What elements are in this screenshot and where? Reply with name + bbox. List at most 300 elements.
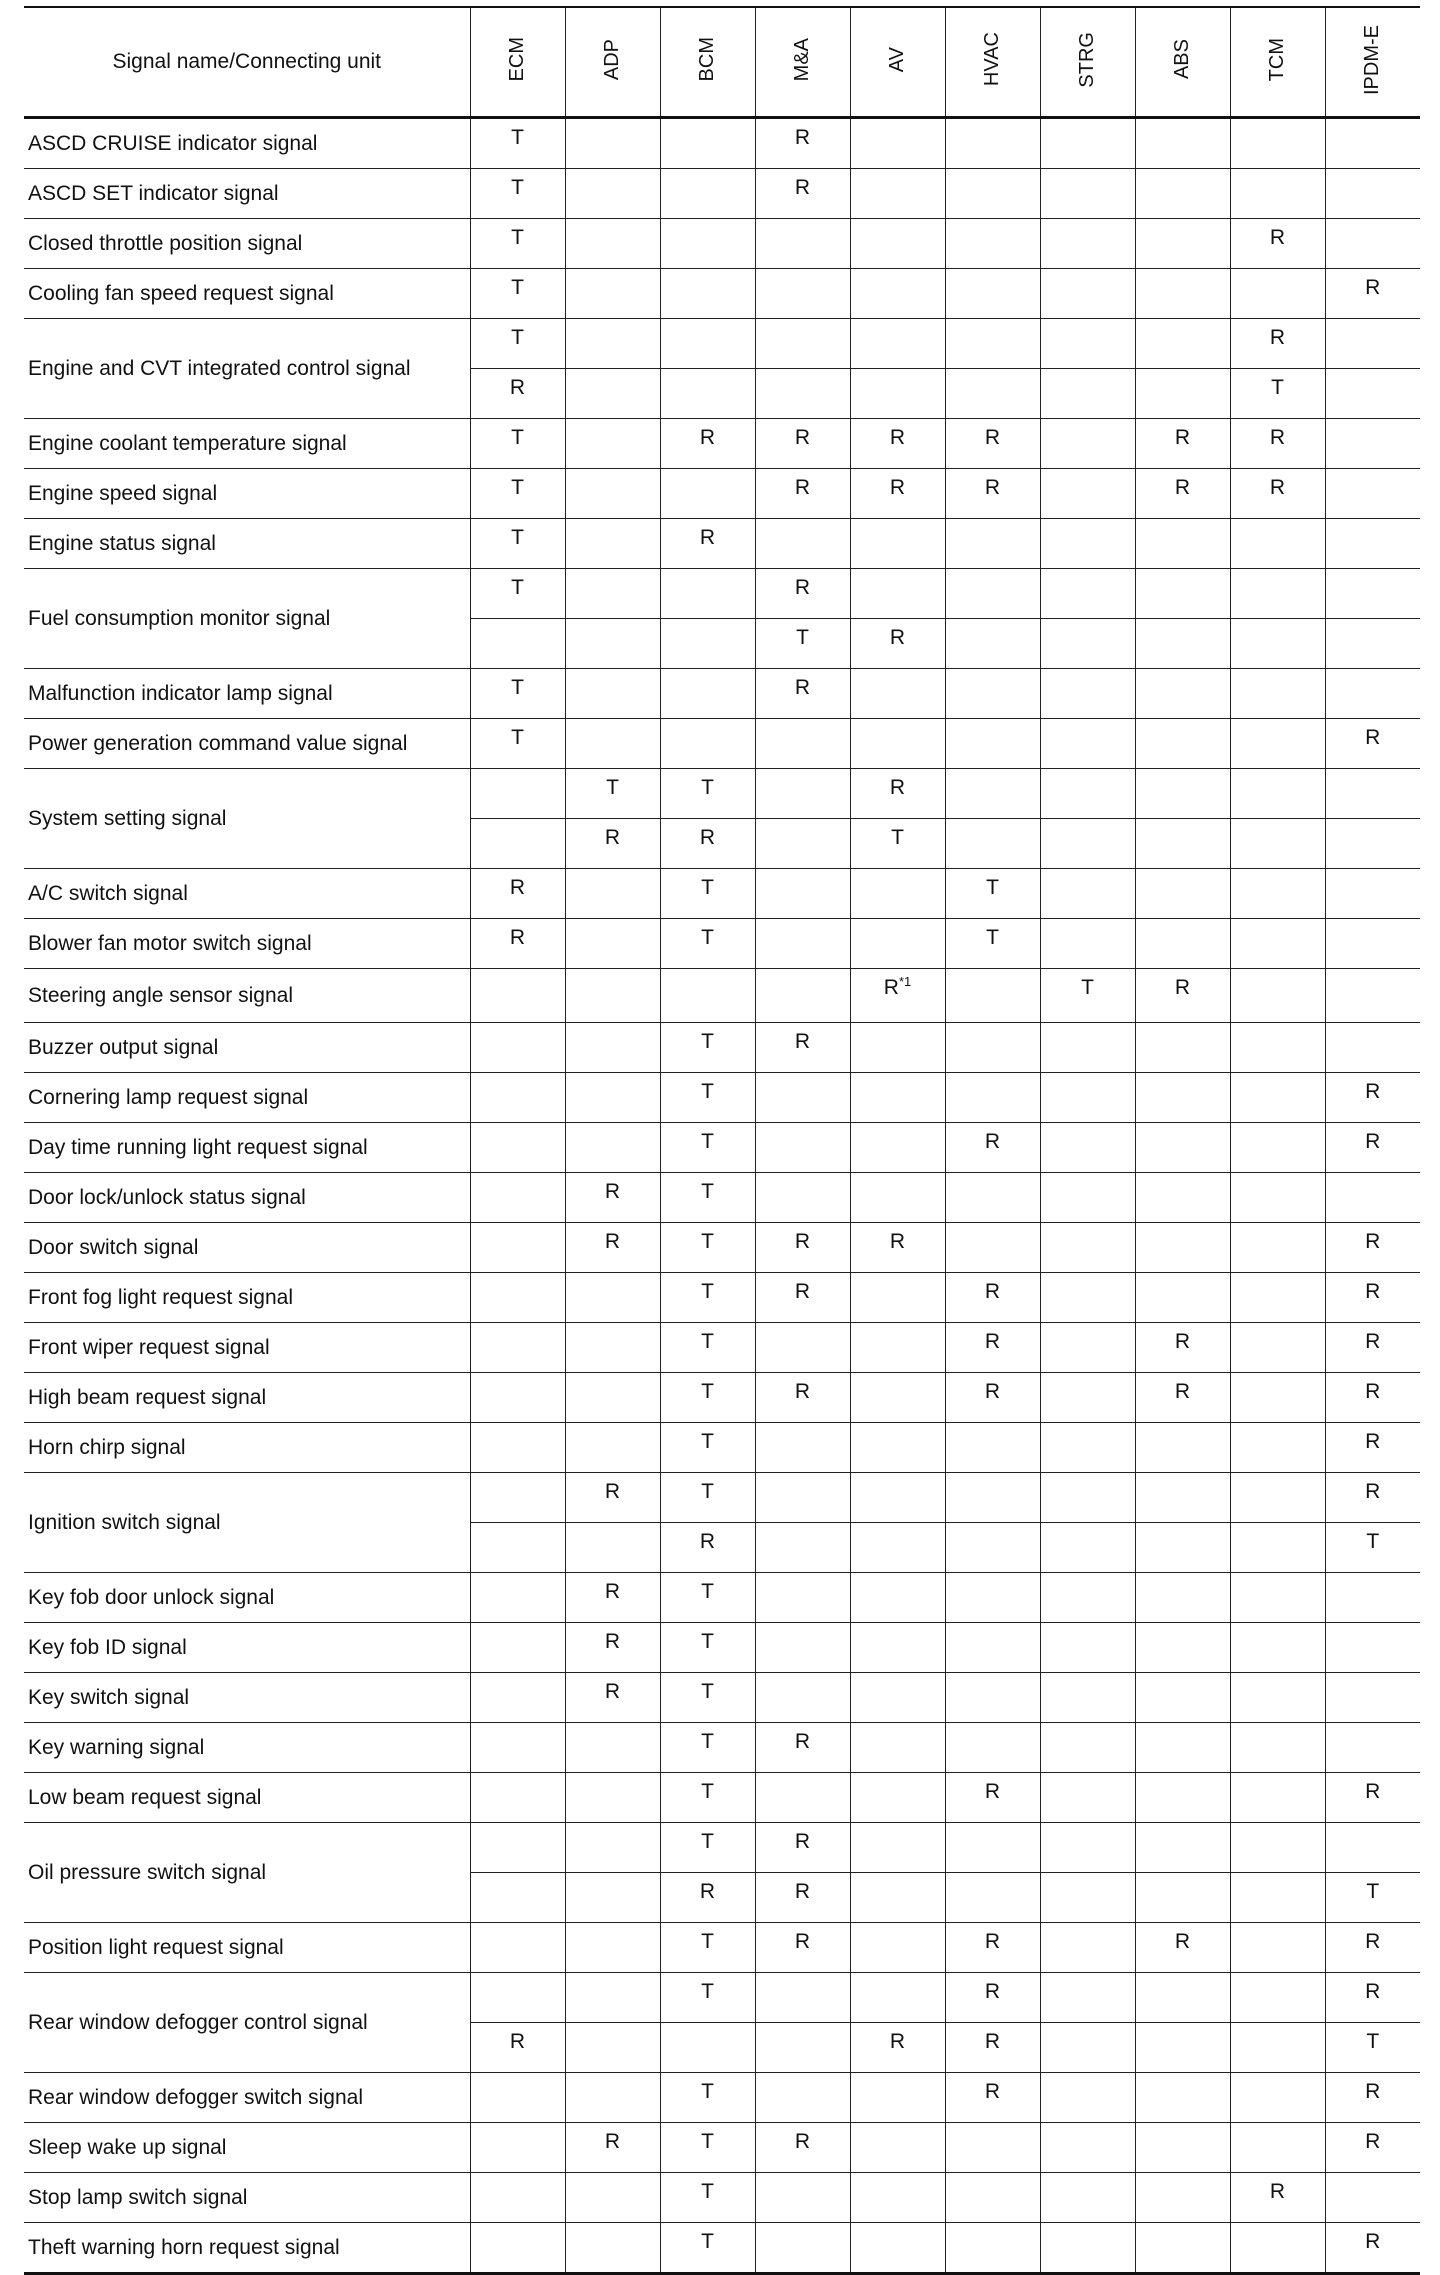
- signal-direction-cell: [1325, 1173, 1420, 1223]
- signal-direction-cell: [755, 1773, 850, 1823]
- signal-direction-cell: [1040, 419, 1135, 469]
- signal-direction-cell: T: [660, 1623, 755, 1673]
- signal-direction-cell: [1040, 319, 1135, 369]
- signal-direction-cell: [850, 369, 945, 419]
- signal-direction-cell: [1040, 169, 1135, 219]
- signal-direction-cell: [850, 1023, 945, 1073]
- signal-direction-cell: R: [755, 419, 850, 469]
- signal-name-cell: Low beam request signal: [24, 1773, 470, 1823]
- signal-direction-cell: [1230, 269, 1325, 319]
- unit-label: ABS: [1171, 39, 1193, 80]
- signal-direction-cell: [1040, 1273, 1135, 1323]
- signal-direction-cell: [1230, 2123, 1325, 2173]
- signal-name-cell: ASCD CRUISE indicator signal: [24, 118, 470, 169]
- signal-direction-cell: [1325, 619, 1420, 669]
- signal-name-cell: Key switch signal: [24, 1673, 470, 1723]
- signal-direction-cell: R: [945, 1923, 1040, 1973]
- signal-direction-cell: T: [470, 419, 565, 469]
- signal-direction-cell: [1135, 369, 1230, 419]
- signal-direction-cell: [470, 1173, 565, 1223]
- signal-direction-cell: [850, 1923, 945, 1973]
- signal-direction-cell: [470, 1873, 565, 1923]
- signal-direction-cell: R: [1325, 1423, 1420, 1473]
- unit-column-header: [1135, 7, 1230, 118]
- signal-direction-cell: [755, 1423, 850, 1473]
- signal-name-cell: Key warning signal: [24, 1723, 470, 1773]
- signal-name-cell: Door switch signal: [24, 1223, 470, 1273]
- signal-direction-cell: [1135, 169, 1230, 219]
- signal-direction-cell: T: [470, 519, 565, 569]
- signal-direction-cell: [1135, 869, 1230, 919]
- table-row: [24, 1323, 1420, 1373]
- signal-direction-cell: [1135, 2173, 1230, 2223]
- signal-direction-cell: [1135, 669, 1230, 719]
- signal-name-cell: Engine coolant temperature signal: [24, 419, 470, 469]
- signal-direction-cell: $R^{*1}$: [850, 969, 945, 1023]
- signal-direction-cell: R: [850, 469, 945, 519]
- signal-name-cell: Buzzer output signal: [24, 1023, 470, 1073]
- signal-direction-cell: R: [470, 369, 565, 419]
- signal-direction-cell: [1325, 869, 1420, 919]
- signal-direction-cell: [1325, 118, 1420, 169]
- table-row: [24, 1623, 1420, 1673]
- signal-direction-cell: [945, 1823, 1040, 1873]
- signal-direction-cell: [850, 569, 945, 619]
- signal-direction-cell: [1135, 1123, 1230, 1173]
- signal-direction-cell: [1135, 1023, 1230, 1073]
- signal-direction-cell: [470, 1423, 565, 1473]
- table-row: [24, 1823, 1420, 1873]
- signal-direction-cell: R: [1135, 1923, 1230, 1973]
- table-row: [24, 1923, 1420, 1973]
- signal-direction-cell: [1135, 1073, 1230, 1123]
- signal-direction-cell: [470, 1973, 565, 2023]
- signal-direction-cell: R: [945, 1323, 1040, 1373]
- signal-direction-cell: [1325, 2173, 1420, 2223]
- signal-name-cell: Day time running light request signal: [24, 1123, 470, 1173]
- signal-direction-cell: T: [945, 869, 1040, 919]
- signal-direction-cell: [1135, 1623, 1230, 1673]
- signal-direction-cell: R: [1135, 469, 1230, 519]
- signal-direction-cell: [1230, 1723, 1325, 1773]
- signal-direction-cell: [945, 2173, 1040, 2223]
- unit-label: ADP: [601, 38, 623, 81]
- unit-column-header: [565, 7, 660, 118]
- signal-direction-cell: [755, 2173, 850, 2223]
- signal-direction-cell: [850, 1123, 945, 1173]
- signal-direction-cell: [1040, 1623, 1135, 1673]
- signal-direction-cell: [945, 519, 1040, 569]
- signal-direction-cell: [1325, 1723, 1420, 1773]
- signal-direction-cell: [660, 269, 755, 319]
- table-row: [24, 919, 1420, 969]
- signal-name-cell: Door lock/unlock status signal: [24, 1173, 470, 1223]
- signal-direction-cell: [1040, 1723, 1135, 1773]
- signal-direction-cell: [850, 669, 945, 719]
- signal-direction-cell: T: [945, 919, 1040, 969]
- signal-direction-cell: [1040, 769, 1135, 819]
- signal-direction-cell: T: [660, 1923, 755, 1973]
- signal-direction-cell: [470, 1473, 565, 1523]
- signal-direction-cell: R: [565, 819, 660, 869]
- signal-direction-cell: [1040, 1873, 1135, 1923]
- table-row: [24, 1223, 1420, 1273]
- signal-direction-cell: [1135, 819, 1230, 869]
- signal-name-cell: Closed throttle position signal: [24, 219, 470, 269]
- signal-direction-cell: [850, 1323, 945, 1373]
- signal-direction-cell: R: [1325, 1073, 1420, 1123]
- signal-direction-cell: [470, 1673, 565, 1723]
- signal-direction-cell: [1135, 1973, 1230, 2023]
- signal-direction-cell: [1135, 2223, 1230, 2274]
- signal-direction-cell: [1040, 1323, 1135, 1373]
- signal-direction-cell: [1325, 819, 1420, 869]
- signal-direction-cell: [565, 869, 660, 919]
- unit-column-header: [470, 7, 565, 118]
- signal-direction-cell: [755, 869, 850, 919]
- signal-direction-cell: R: [755, 169, 850, 219]
- signal-direction-cell: R: [1325, 1273, 1420, 1323]
- signal-direction-cell: [755, 769, 850, 819]
- signal-direction-cell: [850, 869, 945, 919]
- table-row: [24, 118, 1420, 169]
- signal-direction-cell: [1040, 1673, 1135, 1723]
- signal-direction-cell: T: [660, 1823, 755, 1873]
- signal-direction-cell: [1325, 969, 1420, 1023]
- signal-direction-cell: R: [470, 2023, 565, 2073]
- signal-direction-cell: [1230, 969, 1325, 1023]
- signal-name-cell: ASCD SET indicator signal: [24, 169, 470, 219]
- signal-direction-cell: R: [945, 1123, 1040, 1173]
- signal-direction-cell: [945, 819, 1040, 869]
- signal-direction-cell: [565, 1273, 660, 1323]
- signal-direction-cell: [945, 619, 1040, 669]
- signal-direction-cell: [1230, 118, 1325, 169]
- signal-direction-cell: T: [660, 1573, 755, 1623]
- signal-name-cell: Engine speed signal: [24, 469, 470, 519]
- signal-direction-cell: [565, 419, 660, 469]
- signal-direction-cell: [565, 719, 660, 769]
- signal-direction-cell: T: [660, 919, 755, 969]
- signal-name-cell: Rear window defogger control signal: [24, 1973, 470, 2073]
- signal-direction-cell: T: [470, 118, 565, 169]
- signal-direction-cell: T: [660, 1473, 755, 1523]
- unit-label: M&A: [791, 37, 813, 82]
- signal-direction-cell: [945, 2223, 1040, 2274]
- signal-direction-cell: [850, 519, 945, 569]
- signal-direction-cell: [565, 969, 660, 1023]
- signal-direction-cell: [850, 1973, 945, 2023]
- signal-direction-cell: [1135, 118, 1230, 169]
- signal-direction-cell: [850, 1073, 945, 1123]
- signal-direction-cell: R: [945, 469, 1040, 519]
- signal-name-cell: Front wiper request signal: [24, 1323, 470, 1373]
- signal-direction-cell: [1230, 1873, 1325, 1923]
- signal-direction-cell: [755, 319, 850, 369]
- signal-direction-cell: [945, 319, 1040, 369]
- signal-direction-cell: [945, 269, 1040, 319]
- signal-direction-cell: R: [755, 1873, 850, 1923]
- signal-direction-cell: [850, 1573, 945, 1623]
- signal-direction-cell: T: [660, 1673, 755, 1723]
- signal-direction-cell: [1230, 1023, 1325, 1073]
- signal-direction-cell: [565, 1423, 660, 1473]
- signal-direction-cell: [945, 369, 1040, 419]
- signal-direction-cell: [565, 519, 660, 569]
- signal-direction-cell: T: [850, 819, 945, 869]
- signal-direction-cell: [1230, 1173, 1325, 1223]
- signal-direction-cell: T: [660, 1323, 755, 1373]
- signal-name-cell: Rear window defogger switch signal: [24, 2073, 470, 2123]
- signal-direction-cell: [1040, 369, 1135, 419]
- signal-direction-cell: [945, 1873, 1040, 1923]
- table-row: [24, 1973, 1420, 2023]
- signal-direction-cell: [1230, 1273, 1325, 1323]
- signal-direction-cell: [755, 219, 850, 269]
- table-row: [24, 869, 1420, 919]
- signal-direction-cell: [755, 1523, 850, 1573]
- signal-direction-cell: [945, 1023, 1040, 1073]
- signal-direction-cell: [1230, 1123, 1325, 1173]
- signal-direction-cell: [660, 469, 755, 519]
- signal-direction-cell: [755, 2223, 850, 2274]
- signal-direction-cell: [660, 569, 755, 619]
- signal-name-cell: Engine status signal: [24, 519, 470, 569]
- signal-direction-cell: [470, 1823, 565, 1873]
- signal-direction-cell: [1230, 1823, 1325, 1873]
- signal-direction-cell: [850, 118, 945, 169]
- table-row: [24, 1423, 1420, 1473]
- signal-direction-cell: R: [1135, 969, 1230, 1023]
- signal-name-cell: Malfunction indicator lamp signal: [24, 669, 470, 719]
- signal-name-cell: Blower fan motor switch signal: [24, 919, 470, 969]
- signal-direction-cell: [565, 1523, 660, 1573]
- signal-direction-cell: [850, 719, 945, 769]
- table-row: [24, 1123, 1420, 1173]
- signal-direction-cell: [1230, 169, 1325, 219]
- signal-direction-cell: T: [660, 1373, 755, 1423]
- signal-direction-cell: R: [660, 519, 755, 569]
- signal-direction-cell: R: [850, 619, 945, 669]
- signal-direction-cell: R: [470, 919, 565, 969]
- signal-direction-cell: [1325, 469, 1420, 519]
- signal-direction-cell: [1040, 1523, 1135, 1573]
- signal-direction-cell: [1135, 719, 1230, 769]
- signal-direction-cell: R: [470, 869, 565, 919]
- signal-direction-cell: [565, 2023, 660, 2073]
- signal-direction-cell: [1230, 619, 1325, 669]
- signal-direction-cell: T: [470, 319, 565, 369]
- signal-direction-cell: [755, 1973, 850, 2023]
- signal-direction-cell: [660, 669, 755, 719]
- signal-direction-cell: [1040, 819, 1135, 869]
- signal-direction-cell: [565, 269, 660, 319]
- signal-direction-cell: [1325, 369, 1420, 419]
- signal-direction-cell: [1230, 1973, 1325, 2023]
- signal-direction-cell: [565, 569, 660, 619]
- signal-direction-cell: [470, 1923, 565, 1973]
- signal-direction-cell: R: [755, 1023, 850, 1073]
- signal-name-cell: Front fog light request signal: [24, 1273, 470, 1323]
- signal-direction-cell: R: [565, 1473, 660, 1523]
- signal-direction-cell: [945, 1623, 1040, 1673]
- signal-direction-cell: [1230, 1923, 1325, 1973]
- signal-direction-cell: [1040, 619, 1135, 669]
- signal-direction-cell: T: [1040, 969, 1135, 1023]
- signal-direction-cell: [470, 1023, 565, 1073]
- table-row: [24, 669, 1420, 719]
- signal-direction-cell: [470, 1723, 565, 1773]
- signal-name-column-header: Signal name/Connecting unit: [24, 7, 470, 118]
- signal-direction-cell: [1135, 319, 1230, 369]
- signal-direction-cell: [1040, 2223, 1135, 2274]
- unit-label: STRG: [1076, 31, 1098, 88]
- signal-direction-cell: R: [1135, 419, 1230, 469]
- signal-direction-cell: [660, 969, 755, 1023]
- signal-direction-cell: [1230, 1073, 1325, 1123]
- signal-direction-cell: [470, 1123, 565, 1173]
- signal-direction-cell: [850, 1873, 945, 1923]
- signal-direction-cell: [660, 118, 755, 169]
- signal-direction-cell: [1230, 1323, 1325, 1373]
- signal-direction-cell: [1040, 469, 1135, 519]
- signal-direction-cell: R: [1230, 419, 1325, 469]
- signal-direction-cell: [1135, 2123, 1230, 2173]
- table-row: [24, 419, 1420, 469]
- table-row: [24, 1773, 1420, 1823]
- table-row: [24, 2223, 1420, 2274]
- signal-direction-cell: R: [1325, 1323, 1420, 1373]
- table-row: [24, 219, 1420, 269]
- signal-direction-cell: [850, 1273, 945, 1323]
- table-row: [24, 969, 1420, 1023]
- signal-direction-cell: [565, 1123, 660, 1173]
- signal-direction-cell: [755, 719, 850, 769]
- unit-column-header: [945, 7, 1040, 118]
- signal-direction-cell: R: [755, 1223, 850, 1273]
- signal-direction-cell: [850, 319, 945, 369]
- signal-direction-cell: [945, 1673, 1040, 1723]
- signal-direction-cell: [565, 919, 660, 969]
- signal-direction-cell: [565, 469, 660, 519]
- signal-direction-cell: [1040, 1973, 1135, 2023]
- signal-direction-cell: [1230, 1473, 1325, 1523]
- signal-name-cell: Steering angle sensor signal: [24, 969, 470, 1023]
- signal-direction-cell: [660, 719, 755, 769]
- signal-direction-cell: R: [850, 2023, 945, 2073]
- signal-direction-cell: R: [1230, 319, 1325, 369]
- signal-direction-cell: [945, 719, 1040, 769]
- signal-direction-cell: [850, 1523, 945, 1573]
- signal-direction-cell: T: [660, 869, 755, 919]
- signal-direction-cell: [755, 969, 850, 1023]
- signal-direction-cell: [565, 1373, 660, 1423]
- signal-direction-cell: T: [470, 269, 565, 319]
- signal-direction-cell: [850, 1173, 945, 1223]
- signal-direction-cell: R: [1325, 1373, 1420, 1423]
- signal-direction-cell: [1325, 419, 1420, 469]
- signal-direction-cell: T: [660, 1423, 755, 1473]
- signal-direction-cell: T: [660, 1023, 755, 1073]
- signal-direction-cell: [1040, 2023, 1135, 2073]
- unit-label: BCM: [696, 37, 718, 82]
- signal-direction-cell: T: [1325, 1873, 1420, 1923]
- signal-direction-cell: [565, 369, 660, 419]
- signal-direction-cell: [565, 1973, 660, 2023]
- signal-direction-cell: [1230, 519, 1325, 569]
- signal-direction-cell: R: [1325, 2073, 1420, 2123]
- signal-name-cell: Theft warning horn request signal: [24, 2223, 470, 2274]
- signal-table-sheet: [24, 6, 1420, 2275]
- table-row: [24, 1023, 1420, 1073]
- signal-direction-cell: R: [1325, 269, 1420, 319]
- signal-name-cell: High beam request signal: [24, 1373, 470, 1423]
- signal-direction-cell: [1135, 1823, 1230, 1873]
- signal-direction-cell: T: [660, 1073, 755, 1123]
- table-body: [24, 118, 1420, 2274]
- signal-direction-cell: [1325, 1623, 1420, 1673]
- signal-name-cell: Power generation command value signal: [24, 719, 470, 769]
- unit-column-header: [1325, 7, 1420, 118]
- signal-direction-cell: [850, 2073, 945, 2123]
- signal-direction-cell: [1135, 619, 1230, 669]
- signal-direction-cell: [1135, 1423, 1230, 1473]
- signal-direction-cell: R: [565, 1573, 660, 1623]
- signal-direction-cell: [1040, 118, 1135, 169]
- signal-direction-cell: [755, 269, 850, 319]
- signal-direction-cell: [1135, 1523, 1230, 1573]
- signal-direction-cell: [755, 2073, 850, 2123]
- signal-direction-cell: T: [470, 469, 565, 519]
- unit-column-header: [755, 7, 850, 118]
- signal-direction-cell: [1040, 519, 1135, 569]
- signal-direction-cell: T: [470, 219, 565, 269]
- signal-direction-cell: [1325, 569, 1420, 619]
- signal-direction-cell: R: [1325, 1973, 1420, 2023]
- signal-direction-cell: [945, 2123, 1040, 2173]
- signal-direction-cell: R: [565, 1623, 660, 1673]
- signal-direction-cell: [470, 1073, 565, 1123]
- signal-direction-cell: [945, 1073, 1040, 1123]
- signal-direction-cell: [1040, 1773, 1135, 1823]
- signal-direction-cell: [1135, 919, 1230, 969]
- signal-direction-cell: [755, 1573, 850, 1623]
- signal-direction-cell: R: [945, 419, 1040, 469]
- signal-direction-cell: [1230, 1673, 1325, 1723]
- signal-direction-cell: [565, 1923, 660, 1973]
- signal-direction-cell: R: [945, 1373, 1040, 1423]
- table-row: [24, 1673, 1420, 1723]
- signal-direction-cell: [945, 569, 1040, 619]
- signal-direction-cell: [470, 1623, 565, 1673]
- signal-direction-cell: [755, 1623, 850, 1673]
- signal-direction-cell: R: [660, 419, 755, 469]
- signal-direction-cell: [1135, 2073, 1230, 2123]
- signal-direction-cell: [945, 1573, 1040, 1623]
- signal-direction-cell: [565, 1873, 660, 1923]
- signal-direction-cell: [755, 1073, 850, 1123]
- signal-direction-cell: [1325, 219, 1420, 269]
- signal-direction-cell: [1230, 869, 1325, 919]
- signal-direction-cell: R: [755, 469, 850, 519]
- signal-direction-cell: [945, 118, 1040, 169]
- signal-direction-cell: R: [660, 1873, 755, 1923]
- signal-direction-cell: [1040, 1573, 1135, 1623]
- signal-direction-cell: [755, 1123, 850, 1173]
- signal-direction-cell: [1040, 919, 1135, 969]
- table-row: [24, 2073, 1420, 2123]
- signal-name-cell: Sleep wake up signal: [24, 2123, 470, 2173]
